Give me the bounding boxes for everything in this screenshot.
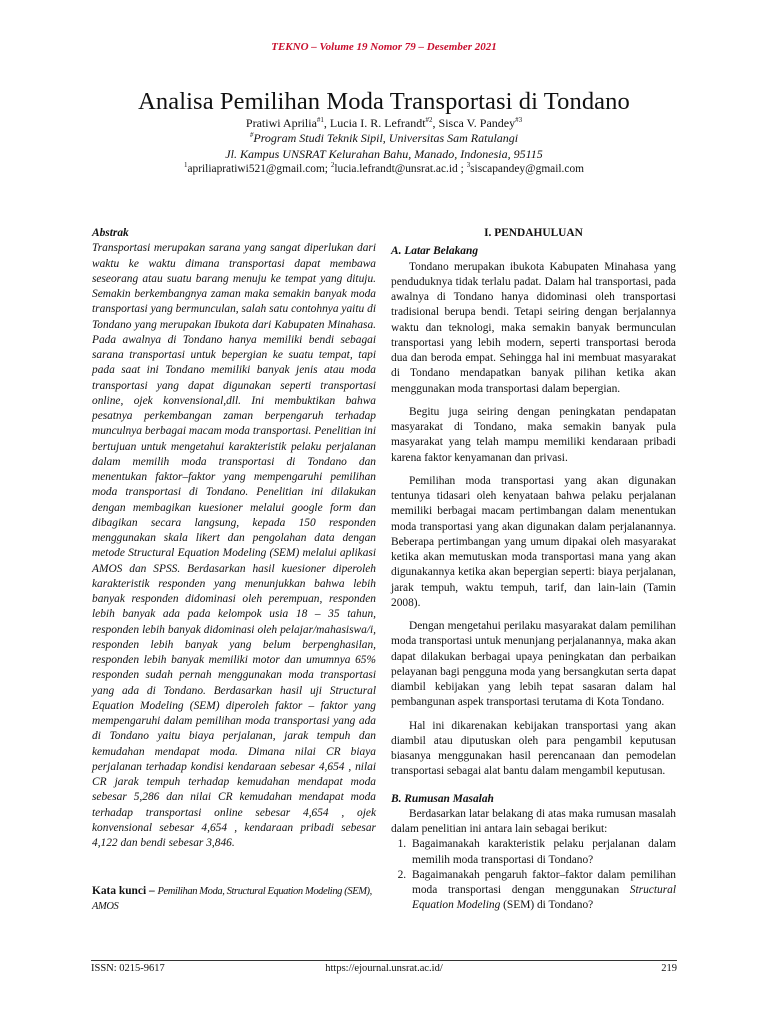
abstract-body: Transportasi merupakan sarana yang sangat diperlukan dari waktu ke waktu dimana transportasi dapat membawa seseorang atau suatu barang menuju ke tempat yang dituju. Semakin berkembangnya zaman maka semakin banyak moda transportasi yang bermunculan, salah satu contohnya yaitu di Tondano yang merupakan Ibukota dari Kabupaten Minahasa. Pada awalnya di Tondano hanya memiliki bendi sebagai sarana transportasi untuk bepergian ke suatu tempat, tapi pada saat ini Tondano memiliki banyak jenis atau moda transportasi yang dapat digunakan seperti transportasi online, ojek konvensional,dll. Ini membuktikan bahwa pesatnya perkembangan zaman berpengaruh terhadap munculnya berbagai macam moda transportasi. Penelitian ini bertujuan untuk mengetahui karakteristik pelaku perjalanan dalam memilih moda transportasi di Tondano dan menentukan faktor–faktor yang mempengaruhi pemilihan moda transportasi di Tondano. Penelitian ini dilakukan dengan membagikan kuesioner melalui google form dan dibagikan secara langsung, kepada 150 responden menggunakan skala likert dan pengolahan data dengan metode Structural Equation Modeling (SEM) melalui aplikasi AMOS dan SPSS. Berdasarkan hasil kuesioner diperoleh karakteristik responden yang menunjukkan bahwa lebih banyak responden didominasi oleh perempuan, responden lebih banyak ada pada kelompok usia 18 – 35 tahun, responden lebih banyak didominasi oleh pelajar/mahasiswa/i, responden lebih banyak yang belum berpenghasilan, responden lebih banyak memiliki motor dan umumnya 65% responden sudah pernah menggunakan moda transportasi yang ada di Tondano. Berdasarkan hasil uji Structural Equation Modeling (SEM) diperoleh faktor – faktor yang mempengaruhi dalam pemilihan moda transportasi yang ada di Tondano yaitu biaya perjalanan, jarak tempuh dan kemudahan mendapat moda. Dimana nilai CR biaya perjalanan terhadap kondisi kendaraan sebesar 4,654 , nilai CR jarak tempuh terhadap kemudahan mendapat moda sebesar 5,286 dan nilai CR kemudahan mendapat moda terhadap transportasi online sebesar 4,654 , ojek konvensional sebesar 4,654 , kendaraan pribadi sebesar 4,122 dan bendi sebesar 3,846. — [92, 242, 376, 849]
author-1-sup: #1 — [316, 116, 324, 124]
paragraph-2: Begitu juga seiring dengan peningkatan pendapatan masyarakat di Tondano, maka semakin banyak pula masyarakat yang telah mampu memiliki kendaraan pribadi karena faktor kenyamanan dan privasi. — [391, 405, 676, 464]
research-question-1: 1. Bagaimanakah karakteristik pelaku perjalanan dalam memilih moda transportasi di Tondano? — [409, 837, 676, 868]
page-footer — [91, 963, 677, 977]
research-questions — [391, 837, 676, 913]
author-1: Pratiwi Aprilia — [245, 116, 317, 130]
email-2-sup: 2 — [330, 161, 335, 170]
address: Jl. Kampus UNSRAT Kelurahan Bahu, Manado, Indonesia, 95115 — [225, 147, 543, 161]
keywords — [92, 884, 376, 914]
subsection-heading-rumusan-masalah: B. Rumusan Masalah — [391, 792, 494, 805]
subsection-heading-latar-belakang: A. Latar Belakang — [391, 245, 479, 258]
research-question-2 — [409, 868, 676, 914]
research-question-2-post: (SEM) di Tondano? — [500, 899, 594, 912]
email-3-sup: 3 — [466, 161, 471, 170]
journal-header: TEKNO – Volume 19 Nomor 79 – Desember 2021 — [271, 41, 497, 53]
footer-page-number: 219 — [661, 963, 677, 974]
paper-title: Analisa Pemilihan Moda Transportasi di Tondano — [138, 88, 630, 115]
research-question-2-sem: Structural Equation Modeling — [412, 884, 676, 912]
paragraph-4: Dengan mengetahui perilaku masyarakat dalam pemilihan moda transportasi untuk menunjang perjalanannya, maka akan dapat dilakukan berbagai upaya peningkatan dan perbaikan pelayanan bagi pengguna moda yang bersangkutan serta dapat diambil kebijakan yang lebih tepat sasaran dalam hal pembangunan aspek transportasi terutama di Kota Tondano. — [391, 620, 676, 709]
author-3-sup: #3 — [515, 116, 523, 124]
abstract-heading: Abstrak — [92, 227, 129, 239]
research-question-2-pre: Bagaimanakah pengaruh faktor–faktor dalam pemilihan moda transportasi dengan menggunakan — [412, 868, 676, 896]
keywords-text: Pemilihan Moda, Structural Equation Modeling (SEM), AMOS — [92, 886, 372, 913]
author-2: , Lucia I. R. Lefrandt — [323, 116, 426, 130]
paragraph-3: Pemilihan moda transportasi yang akan digunakan tentunya tidasari oleh kenyataan bahwa pelaku perjalanan memiliki berbagai macam pertimbangan dalam menentukan moda transportasi yang akan digunakan dalam perjalanannya. Beberapa pertimbangan yang umum dipakai oleh masyarakat ketika akan memutuskan moda transportasi mana yang akan digunakannya ketika akan bepergian seperti: biaya perjalanan, jarak tempuh, waktu tempuh, tarif, dan lain-lain (Tamin 2008). — [391, 474, 676, 609]
section-heading-pendahuluan: I. PENDAHULUAN — [484, 227, 583, 239]
right-column — [391, 226, 676, 914]
left-column — [92, 226, 376, 914]
paragraph-1: Tondano merupakan ibukota Kabupaten Minahasa yang penduduknya tidak terlalu padat. Dalam hal transportasi, pada awalnya di Tondano hanya didominasi oleh transportasi tradisional berupa bendi. Tetapi seiring dengan berjalannya waktu dan teknologi, maka semakin banyak bermunculan transportasi yang lebih modern, seperti transportasi beroda dua dan beroda empat. Sehingga hal ini membuat masyarakat di Tondano mendapatkan banyak pilihan ketika akan menggunakan moda transportasi dalam bepergian. — [391, 260, 676, 395]
affiliation — [0, 131, 768, 146]
rumusan-intro: Berdasarkan latar belakang di atas maka rumusan masalah dalam penelitian ini antara lain sebagai berikut: — [391, 807, 676, 835]
author-2-sup: #2 — [425, 116, 433, 124]
email-1[interactable]: apriliapratiwi521@gmail.com; — [187, 163, 331, 175]
affiliation-text: Program Studi Teknik Sipil, Universitas Sam Ratulangi — [253, 131, 519, 145]
email-1-sup: 1 — [183, 161, 188, 170]
paragraph-5: Hal ini dikarenakan kebijakan transportasi yang akan diambil atau diputuskan oleh para pengambil keputusan biasanya menggunakan hasil perencanaan dan pemodelan transportasi sebagai alat bantu dalam mengambil keputusan. — [391, 719, 676, 778]
email-list — [0, 162, 768, 177]
affiliation-sup: # — [249, 131, 254, 139]
footer-divider — [91, 960, 677, 961]
author-3: , Sisca V. Pandey — [432, 116, 516, 130]
footer-url[interactable]: https://ejournal.unsrat.ac.id/ — [325, 963, 443, 974]
keywords-label: Kata kunci – — [92, 885, 158, 898]
author-list — [0, 116, 768, 131]
email-3[interactable]: siscapandey@gmail.com — [470, 163, 585, 175]
email-2[interactable]: lucia.lefrandt@unsrat.ac.id ; — [334, 163, 467, 175]
footer-issn: ISSN: 0215-9617 — [91, 963, 165, 974]
